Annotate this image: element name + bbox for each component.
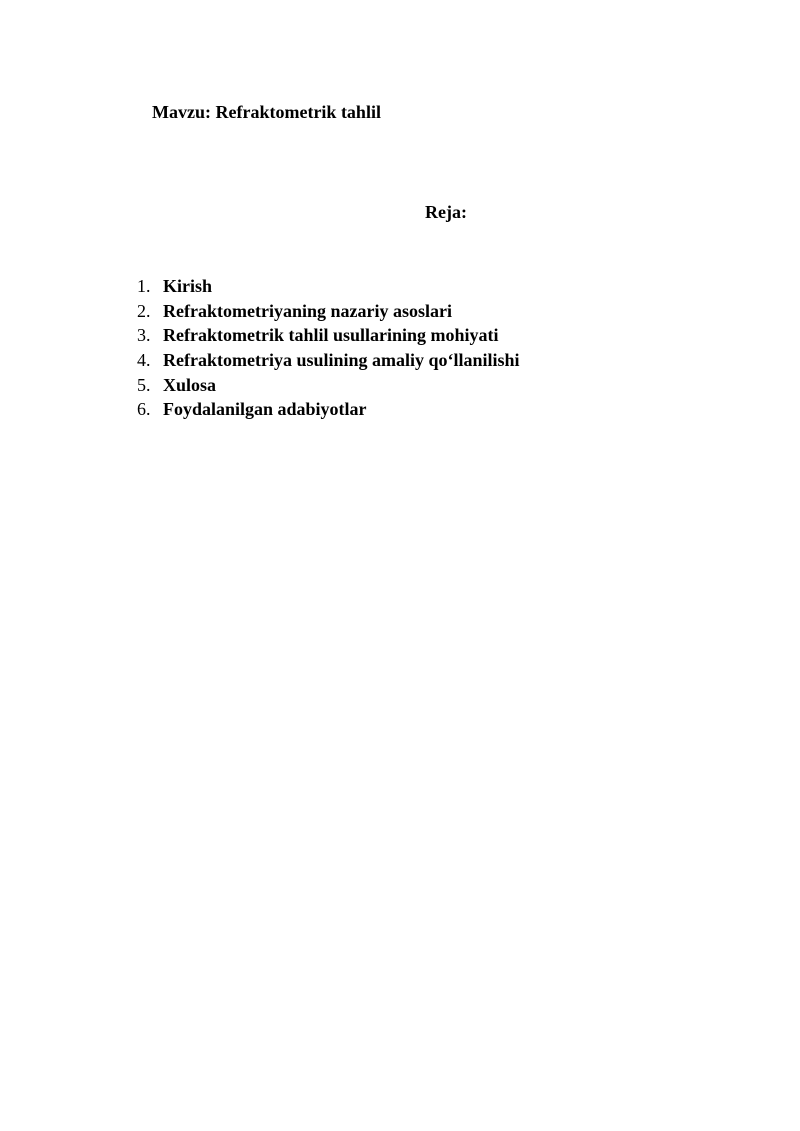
plan-item-text: Xulosa xyxy=(163,374,217,395)
plan-item-text: Refraktometrik tahlil usullarining mohiyati xyxy=(163,325,499,346)
plan-item-number: 2. xyxy=(137,300,151,321)
plan-item-text: Refraktometriyaning nazariy asoslari xyxy=(163,300,452,321)
plan-item-number: 6. xyxy=(137,399,151,420)
plan-item xyxy=(137,275,520,300)
plan-item-number: 5. xyxy=(137,374,151,395)
plan-item-number: 4. xyxy=(137,350,151,371)
plan-item xyxy=(137,374,520,399)
plan-item xyxy=(137,300,520,325)
plan-heading: Reja: xyxy=(425,202,467,222)
plan-item-number: 3. xyxy=(137,325,151,346)
plan-item xyxy=(137,349,520,374)
plan-item-number: 1. xyxy=(137,276,151,296)
plan-list xyxy=(137,275,520,423)
plan-item-text: Kirish xyxy=(163,276,213,296)
topic-title: Mavzu: Refraktometrik tahlil xyxy=(152,102,381,122)
plan-item-text: Refraktometriya usulining amaliy qo‘llanilishi xyxy=(163,350,520,371)
plan-item xyxy=(137,324,520,349)
plan-item xyxy=(137,398,520,423)
plan-item-text: Foydalanilgan adabiyotlar xyxy=(163,399,367,420)
